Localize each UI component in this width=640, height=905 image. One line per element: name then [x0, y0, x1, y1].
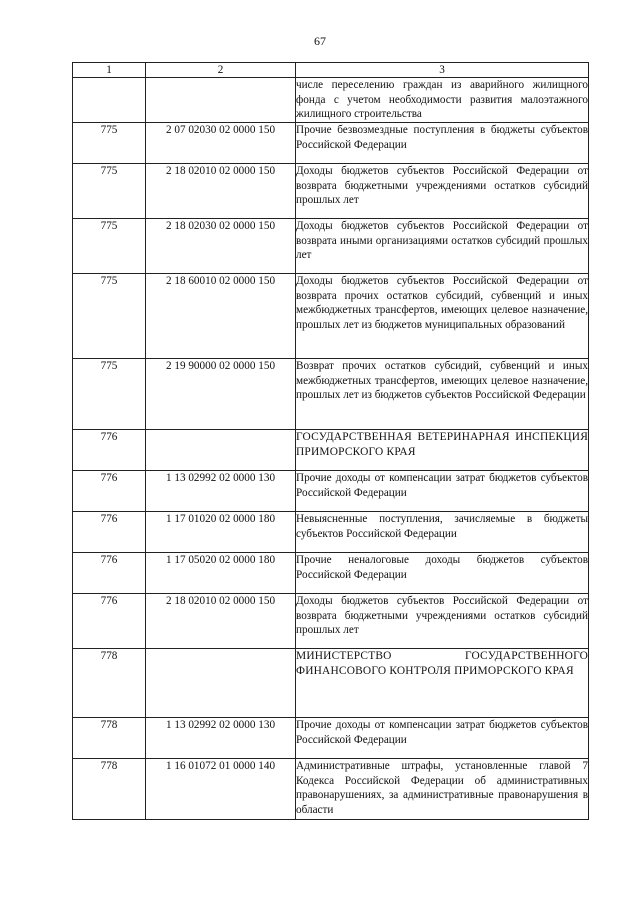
cell-budget-code: 1 17 01020 02 0000 180: [146, 512, 296, 553]
table-row: [73, 164, 589, 219]
cell-admin-code: 778: [73, 759, 146, 820]
table-row: [73, 219, 589, 274]
cell-budget-code: 1 13 02992 02 0000 130: [146, 718, 296, 759]
table-row: [73, 359, 589, 430]
cell-revenue-name: Административные штрафы, установленные главой 7 Кодекса Российской Федерации об административных правонарушениях, за административные правонарушения в области: [296, 759, 589, 820]
cell-admin-code: 776: [73, 512, 146, 553]
cell-budget-code: 2 18 02030 02 0000 150: [146, 219, 296, 274]
cell-revenue-name: Возврат прочих остатков субсидий, субвенций и иных межбюджетных трансфертов, имеющих целевое назначение, прошлых лет из бюджетов субъектов Российской Федерации: [296, 359, 589, 430]
table-row: [73, 430, 589, 471]
table-row: [73, 471, 589, 512]
cell-admin-code: 775: [73, 164, 146, 219]
cell-admin-code: 778: [73, 649, 146, 718]
cell-budget-code: 1 16 01072 01 0000 140: [146, 759, 296, 820]
table-row: [73, 649, 589, 718]
cell-budget-code: 2 19 90000 02 0000 150: [146, 359, 296, 430]
cell-revenue-name: Невыясненные поступления, зачисляемые в бюджеты субъектов Российской Федерации: [296, 512, 589, 553]
cell-budget-code: 2 18 02010 02 0000 150: [146, 164, 296, 219]
cell-admin-code: 776: [73, 471, 146, 512]
table-row: [73, 553, 589, 594]
cell-revenue-name: Прочие доходы от компенсации затрат бюджетов субъектов Российской Федерации: [296, 718, 589, 759]
cell-admin-code: 775: [73, 359, 146, 430]
cell-revenue-name: Доходы бюджетов субъектов Российской Федерации от возврата бюджетными учреждениями остатков субсидий прошлых лет: [296, 164, 589, 219]
cell-revenue-name: Доходы бюджетов субъектов Российской Федерации от возврата бюджетными учреждениями остатков субсидий прошлых лет: [296, 594, 589, 649]
cell-revenue-name: Доходы бюджетов субъектов Российской Федерации от возврата иными организациями остатков субсидий прошлых лет: [296, 219, 589, 274]
budget-revenue-table: [72, 62, 589, 820]
cell-admin-code: 778: [73, 718, 146, 759]
cell-revenue-name: Доходы бюджетов субъектов Российской Федерации от возврата прочих остатков субсидий, субвенций и иных межбюджетных трансфертов, имеющих целевое назначение, прошлых лет из бюджетов муниципальных образований: [296, 274, 589, 359]
cell-budget-code: [146, 430, 296, 471]
cell-agency-heading: МИНИСТЕРСТВО ГОСУДАРСТВЕННОГО ФИНАНСОВОГО КОНТРОЛЯ ПРИМОРСКОГО КРАЯ: [296, 649, 589, 718]
cell-budget-code: [146, 78, 296, 123]
cell-admin-code: [73, 78, 146, 123]
cell-admin-code: 776: [73, 553, 146, 594]
cell-agency-heading: ГОСУДАРСТВЕННАЯ ВЕТЕРИНАРНАЯ ИНСПЕКЦИЯ ПРИМОРСКОГО КРАЯ: [296, 430, 589, 471]
cell-revenue-name: Прочие доходы от компенсации затрат бюджетов субъектов Российской Федерации: [296, 471, 589, 512]
cell-revenue-name: Прочие безвозмездные поступления в бюджеты субъектов Российской Федерации: [296, 123, 589, 164]
column-header-admin: 1: [73, 63, 146, 78]
table-row: [73, 594, 589, 649]
table-row: [73, 274, 589, 359]
table-body: [73, 78, 589, 820]
page-number: 67: [314, 34, 326, 48]
table-row: [73, 759, 589, 820]
cell-budget-code: [146, 649, 296, 718]
table-row: [73, 78, 589, 123]
table-row: [73, 718, 589, 759]
cell-budget-code: 2 07 02030 02 0000 150: [146, 123, 296, 164]
table-header-row: [73, 63, 589, 78]
table-row: [73, 512, 589, 553]
cell-revenue-name: числе переселению граждан из аварийного жилищного фонда с учетом необходимости развития малоэтажного жилищного строительства: [296, 78, 589, 123]
table-row: [73, 123, 589, 164]
cell-budget-code: 1 13 02992 02 0000 130: [146, 471, 296, 512]
cell-budget-code: 2 18 60010 02 0000 150: [146, 274, 296, 359]
column-header-name: 3: [296, 63, 589, 78]
cell-admin-code: 776: [73, 594, 146, 649]
cell-admin-code: 775: [73, 274, 146, 359]
column-header-kbk: 2: [146, 63, 296, 78]
cell-admin-code: 775: [73, 123, 146, 164]
cell-budget-code: 2 18 02010 02 0000 150: [146, 594, 296, 649]
cell-admin-code: 775: [73, 219, 146, 274]
cell-admin-code: 776: [73, 430, 146, 471]
cell-budget-code: 1 17 05020 02 0000 180: [146, 553, 296, 594]
cell-revenue-name: Прочие неналоговые доходы бюджетов субъектов Российской Федерации: [296, 553, 589, 594]
